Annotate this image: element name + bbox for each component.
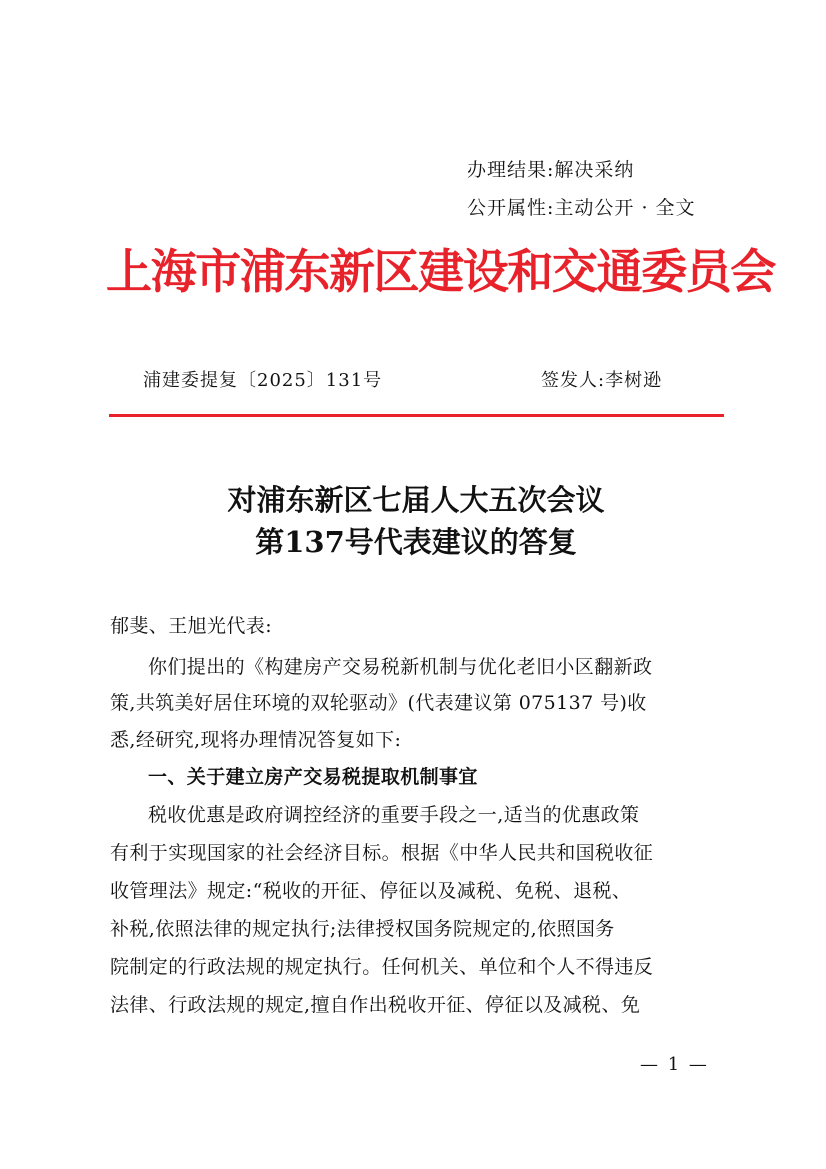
signer: 签发人:李树逊: [541, 370, 663, 391]
section-heading-1: 一、关于建立房产交易税提取机制事宜: [148, 766, 478, 788]
paragraph-2-line-2: 有利于实现国家的社会经济目标。根据《中华人民共和国税收征: [110, 842, 654, 864]
paragraph-2-line-4: 补税,依照法律的规定执行;法律授权国务院规定的,依照国务: [110, 918, 615, 940]
meta-public: 公开属性:主动公开 · 全文: [467, 197, 696, 219]
paragraph-2-line-1: 税收优惠是政府调控经济的重要手段之一,适当的优惠政策: [148, 804, 640, 826]
doc-number: 浦建委提复〔2025〕131号: [143, 370, 383, 391]
page-number: — 1 —: [640, 1054, 709, 1075]
org-title: 上海市浦东新区建设和交通委员会: [106, 245, 775, 300]
paragraph-1-line-1: 你们提出的《构建房产交易税新机制与优化老旧小区翻新政: [148, 656, 653, 678]
red-divider: [109, 414, 724, 417]
meta-result: 办理结果:解决采纳: [467, 159, 635, 181]
paragraph-2-line-5: 院制定的行政法规的规定执行。任何机关、单位和个人不得违反: [110, 956, 654, 978]
doc-title-line-2: 第137号代表建议的答复: [255, 525, 577, 559]
salutation: 郁斐、王旭光代表:: [110, 615, 273, 637]
paragraph-2-line-6: 法律、行政法规的规定,擅自作出税收开征、停征以及减税、免: [110, 994, 641, 1016]
paragraph-2-line-3: 收管理法》规定:“税收的开征、停征以及减税、免税、退税、: [110, 880, 632, 902]
doc-title-line-1: 对浦东新区七届人大五次会议: [227, 483, 605, 517]
paragraph-1-line-2: 策,共筑美好居住环境的双轮驱动》(代表建议第 075137 号)收: [110, 692, 647, 714]
paragraph-1-line-3: 悉,经研究,现将办理情况答复如下:: [110, 729, 402, 751]
